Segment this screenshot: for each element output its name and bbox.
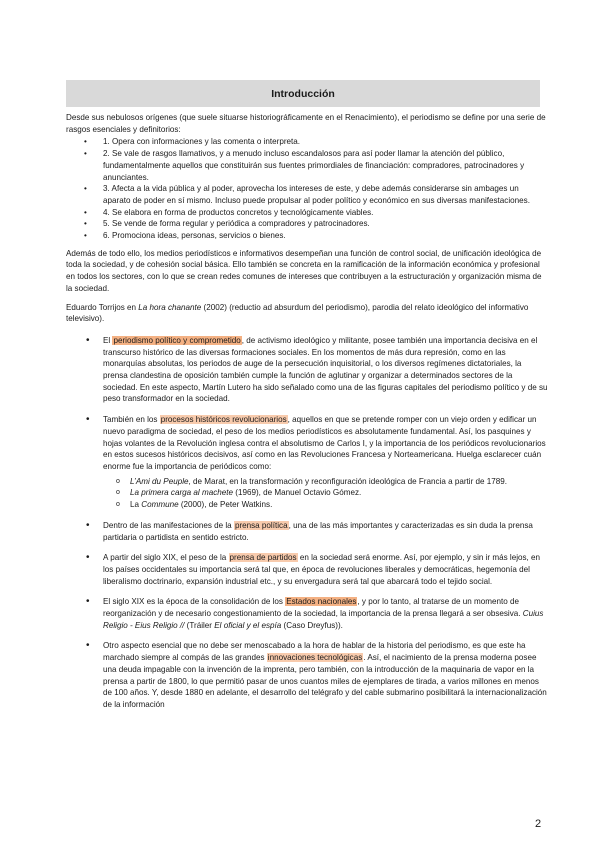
list-item: • 2. Se vale de rasgos llamativos, y a menudo incluso escandalosos para así poder llamar la atención del público, fundamentalmente aquellos que constituirán sus fuentes primordiales de financiación: compradores, patrocinadores y anunciantes. — [66, 148, 548, 183]
bullet-nation-states — [66, 596, 548, 631]
work-title: L’Ami du Peuple — [130, 476, 189, 486]
sublist-item — [103, 487, 548, 499]
intro-paragraph: Desde sus nebulosos orígenes (que suele situarse historiográficamente en el Renacimiento), el periodismo se define por una serie de rasgos esenciales y definitorios: — [66, 113, 546, 134]
main-bullet-list — [66, 335, 548, 711]
text-span: (Tráiler — [184, 620, 215, 630]
section-title: Introducción — [271, 87, 335, 100]
latin-phrase: Cuius Religio - Eius Religio // — [103, 609, 544, 630]
highlighted-term: Estados nacionales — [286, 597, 357, 607]
text-span: (2002) (reductio ad absurdum del periodismo), parodia del relato ideológico del informativo televisivo). — [66, 302, 529, 324]
text-span: , de activismo ideológico y militante, posee también una importancia decisiva en el transcurso histórico de las diversas formaciones sociales. En los momentos de más dura represión, como en las monarquías absolutas, los periodos de auge de la persecución inquisitorial, o los diversos regímenes dictatoriales, la prensa clandestina de oposición también cumple la función de aglutinar y organizar a determinados sectores de la sociedad. En este aspecto, Martín Lutero ha sido señalado como una de las figuras capitales del periodismo político y de su peso transformador en la sociedad. — [103, 335, 548, 404]
text-span: . Así, el nacimiento de la prensa moderna posee una deuda impagable con la invención de la imprenta, pero también, con la introducción de la maquinaria de vapor en la prensa a partir de 1800, lo que permitió pasar de unos cuantos miles de ejemplares de tirada, a varios millones en menos de 100 años. Y, desde 1880 en adelante, el desarrollo del telégrafo y del cable submarino posibilitará la internacionalización de la información — [103, 653, 547, 709]
text-span: , una de las más importantes y caracterizadas es sin duda la prensa partidaria o partidista en sentido estricto. — [103, 520, 533, 542]
text-span: A partir del siglo XIX, el peso de la — [103, 553, 229, 563]
highlighted-term: periodismo político y comprometido — [113, 335, 241, 345]
list-item: • 6. Promociona ideas, personas, servicios o bienes. — [66, 230, 548, 242]
list-item: • 4. Se elabora en forma de productos concretos y tecnológicamente viables. — [66, 207, 548, 219]
text-span: El siglo XIX es la época de la consolidación de los — [103, 597, 286, 607]
text-span: , aquellos en que se pretende romper con un viejo orden y edificar un nuevo paradigma de sociedad, el peso de los medios periodísticos es absolutamente fundamental. Así, los pasquines y hojas volantes de la Revolución inglesa contra el absolutismo de Carlos I, y la importancia de los periódicos revolucionarios en estos sucesos históricos decisivos, así como en las Revoluciones Francesa y Norteamericana. Huelga esclarecer cuán enorme fue la importancia de periódicos como: — [103, 415, 546, 471]
text-span: Eduardo Torrijos en — [66, 302, 139, 312]
torrijos-paragraph — [66, 302, 548, 325]
list-item: • 1. Opera con informaciones y las comenta o interpreta. — [66, 136, 548, 148]
characteristics-list — [66, 136, 548, 241]
highlighted-term: prensa de partidos — [229, 553, 297, 563]
text-span: (1969), de Manuel Octavio Gómez. — [233, 488, 362, 498]
text-span: , de Marat, en la transformación y reconfiguración ideológica de Francia a partir de 1789. — [188, 476, 508, 486]
page-number: 2 — [535, 818, 542, 830]
text-span: (2000), de Peter Watkins. — [178, 500, 273, 510]
document-body — [66, 112, 548, 720]
section-title-bar — [66, 80, 540, 107]
social-control-paragraph: Además de todo ello, los medios periodísticos e informativos desempeñan una función de control social, de unificación ideológica de toda la sociedad, y de cohesión social básica. Ello también se concreta en la ramificación de la información económica y profesional en todos los sectores, con lo que se crean redes comunes de intereses que contribuyen a la estructuración y organización misma de la sociedad. — [66, 248, 542, 293]
list-item: • 5. Se vende de forma regular y periódica a compradores y patrocinadores. — [66, 218, 548, 230]
text-span: Otro aspecto esencial que no debe ser menoscabado a la hora de hablar de la historia del periodismo, es que este ha marchado siempre al compás de las grandes — [103, 641, 526, 663]
text-span: La — [130, 500, 142, 510]
bullet-political-press — [66, 520, 548, 543]
highlighted-term: prensa política — [234, 520, 288, 530]
newspapers-sublist — [103, 476, 548, 511]
show-title: La hora chanante — [138, 302, 202, 312]
bullet-political-journalism — [66, 335, 548, 405]
text-span: (Caso Dreyfus)). — [281, 620, 343, 630]
text-span: en la sociedad será enorme. Así, por ejemplo, y sin ir más lejos, en los países occidentales su importancia será tal que, en época de revoluciones liberales y democráticas, hegemonía del liberalismo doctrinario, expansión industrial etc., y su envergadura será tal que abarcará todo el tejido social. — [103, 553, 541, 586]
bullet-revolutionary-processes — [66, 414, 548, 511]
highlighted-term: procesos históricos revolucionarios — [160, 415, 287, 425]
bullet-party-press — [66, 552, 548, 587]
text-span: Dentro de las manifestaciones de la — [103, 520, 234, 530]
text-span: , y por lo tanto, al tratarse de un momento de reorganización y de necesario congestionamiento de la sociedad, la importancia de la prensa llegará a ser obsesiva. — [103, 597, 523, 619]
work-title: Commune — [141, 500, 179, 510]
film-title: El oficial y el espía — [214, 620, 282, 630]
work-title: La primera carga al machete — [130, 488, 234, 498]
text-span: También en los — [103, 415, 160, 425]
bullet-technological-innovations — [66, 640, 548, 710]
list-item: • 3. Afecta a la vida pública y al poder, aprovecha los intereses de este, y debe además considerarse sin ambages un aparato de poder en sí mismo. Incluso puede propulsar al poder político y económico en sus diversas manifestaciones. — [66, 183, 548, 206]
text-span: El — [103, 335, 113, 345]
highlighted-term: innovaciones tecnológicas — [267, 653, 363, 663]
sublist-item — [103, 499, 548, 511]
sublist-item — [103, 476, 548, 488]
